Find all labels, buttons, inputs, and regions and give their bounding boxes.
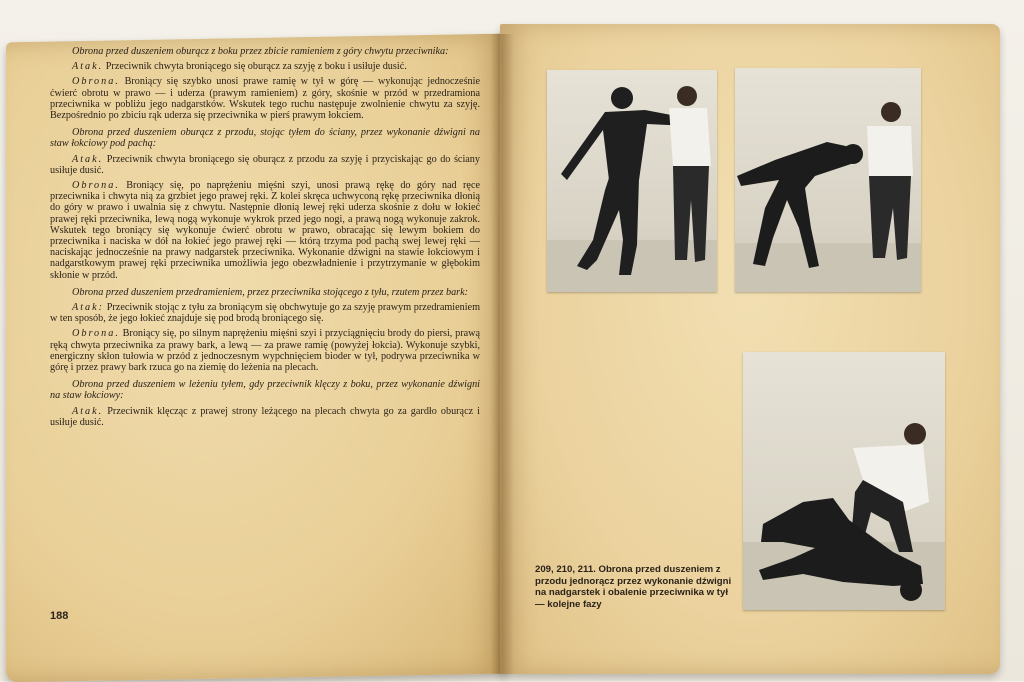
page-number: 188 <box>50 610 69 622</box>
paragraph-text: Przeciwnik chwyta broniącego się oburącz za szyję z boku i usiłuje dusić. <box>103 61 407 73</box>
paragraph-text: Broniący się, po naprężeniu mięśni szyi, unosi prawą rękę do góry nad ręce przeciwnika i chwyta nią za grzbiet jego prawej ręki. Z kolei skręca uchwyconą rękę przeciwnika dłonią do góry w prawo i uwalnia się z chwytu. Następnie dłonią lewej ręki uderza skośnie z dołu w łokieć prawej ręki przeciwnika, lewą nogą wykonuje wykrok przed jego nogi, a prawą nogą wykonuje zakrok. Wskutek tego broniący się wykonuje ćwierć obrotu w prawo, obracając się lewym bokiem do przeciwnika i naciska w dół na łokieć jego prawej ręki — którą trzyma pod pachą swej lewej ręki — naciskając jednocześnie na prawy nadgarstek przeciwnika. Wykonanie dźwigni na stawie łokciowym i nadgarstkowym prawej ręki przeciwnika umożliwia jego obezwładnienie i przytrzymanie w głębokim skłonie w przód. <box>50 180 480 281</box>
body-paragraph <box>50 302 480 324</box>
section-heading: Obrona przed duszeniem oburącz z boku przez zbicie ramieniem z góry chwytu przeciwnika: <box>72 46 449 57</box>
paragraph-text: Przeciwnik chwyta broniącego się oburącz z przodu za szyję i przyciskając go do ściany usiłuje dusić. <box>50 153 480 176</box>
paragraph-label: Obrona. <box>72 180 120 192</box>
body-paragraph <box>50 154 480 176</box>
paragraph-text: Broniący się szybko unosi prawe ramię w tył w górę — wykonując jednocześnie ćwierć obrotu w prawo — i uderza (prawym ramieniem) z góry, skośnie w przód w przedramiona przeciwnika w pobliżu jego nadgarstków. Wskutek tego ruchu następuje zwolnienie chwytu za szyję. Bezpośrednio po zbiciu rąk uderza się przeciwnika w pierś prawym łokciem. <box>50 76 480 122</box>
photo-211-illustration <box>743 352 945 610</box>
photo-210 <box>735 68 921 292</box>
body-paragraph <box>50 61 480 72</box>
paragraph-label: Atak. <box>72 405 104 417</box>
paragraph-label: Atak. <box>72 153 104 165</box>
paragraph-text: Przeciwnik stojąc z tyłu za broniącym się obchwytuje go za szyję prawym przedramieniem w ten sposób, że jego łokieć znajduje się pod brodą broniącego się. <box>50 302 480 325</box>
figure-caption: 209, 210, 211. Obrona przed duszeniem z przodu jednorącz przez wykonanie dźwigni na nadgarstek i obalenie przeciwnika w tył — kolejne fazy <box>535 564 732 610</box>
body-paragraph <box>50 328 480 373</box>
paragraph-label: Obrona. <box>72 76 120 88</box>
body-paragraph <box>50 406 480 428</box>
paragraph-label: Atak. <box>72 61 104 73</box>
paragraph-text: Broniący się, po silnym naprężeniu mięśni szyi i przyciągnięciu brody do piersi, prawą ręką chwyta przeciwnika za prawy bark, a lewą — za prawe ramię (powyżej łokcia). Wykonuje szybki, energiczny skłon tułowia w przód z jednoczesnym wypchnięciem bioder w tył, podrywa przeciwnika w górę i przez prawy bark rzuca go na ziemię do leżenia na plecach. <box>50 328 480 374</box>
paragraph-label: Atak: <box>72 302 105 314</box>
paragraph-label: Obrona. <box>72 328 120 340</box>
photo-209-illustration <box>547 70 717 292</box>
photo-210-illustration <box>735 68 921 292</box>
section-heading: Obrona przed duszeniem w leżeniu tyłem, gdy przeciwnik klęczy z boku, przez wykonanie dźwigni na staw łokciowy: <box>50 379 480 402</box>
body-paragraph <box>50 180 480 281</box>
section-heading: Obrona przed duszeniem oburącz z przodu, stojąc tyłem do ściany, przez wykonanie dźwigni na staw łokciowy pod pachą: <box>50 127 480 150</box>
book-gutter <box>490 34 514 674</box>
paragraph-text: Przeciwnik klęcząc z prawej strony leżącego na plecach chwyta go za gardło oburącz i usiłuje dusić. <box>50 405 480 428</box>
photo-209 <box>547 70 717 292</box>
section-heading: Obrona przed duszeniem przedramieniem, przez przeciwnika stojącego z tyłu, rzutem przez bark: <box>72 286 469 298</box>
body-paragraph <box>50 76 480 121</box>
left-page-text <box>50 40 480 432</box>
photo-211 <box>743 352 945 610</box>
